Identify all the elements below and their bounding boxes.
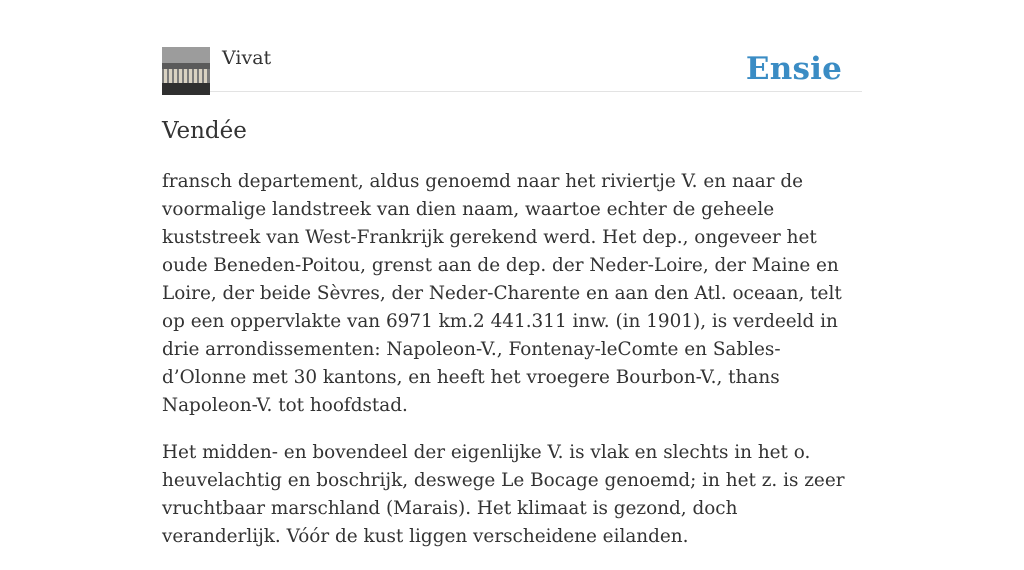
page-title: Vendée [162, 118, 247, 144]
header [162, 0, 862, 92]
ensie-logo[interactable]: Ensie [745, 51, 842, 87]
author-avatar[interactable] [162, 47, 210, 95]
article-body [162, 168, 862, 570]
typewriter-keys-icon [162, 47, 210, 95]
author-name[interactable]: Vivat [222, 47, 272, 69]
paragraph: Het midden- en bovendeel der eigenlijke V. is vlak en slechts in het o. heuvelachtig en boschrijk, deswege Le Bocage genoemd; in het z. is zeer vruchtbaar marschland (Marais). Het klimaat is gezond, doch veranderlijk. Vóór de kust liggen verscheidene eilanden. [162, 442, 845, 547]
paragraph: fransch departement, aldus genoemd naar het riviertje V. en naar de voormalige landstreek van dien naam, waartoe echter de geheele kuststreek van West-Frankrijk gerekend werd. Het dep., ongeveer het oude Beneden-Poitou, grenst aan de dep. der Neder-Loire, der Maine en Loire, der beide Sèvres, der Neder-Charente en aan den Atl. oceaan, telt op een oppervlakte van 6971 km.2 441.311 inw. (in 1901), is verdeeld in drie arrondissementen: Napoleon-V., Fontenay-leComte en Sables-d’Olonne met 30 kantons, en heeft het vroegere Bourbon-V., thans Napoleon-V. tot hoofdstad. [162, 171, 842, 416]
page-container [162, 0, 862, 547]
